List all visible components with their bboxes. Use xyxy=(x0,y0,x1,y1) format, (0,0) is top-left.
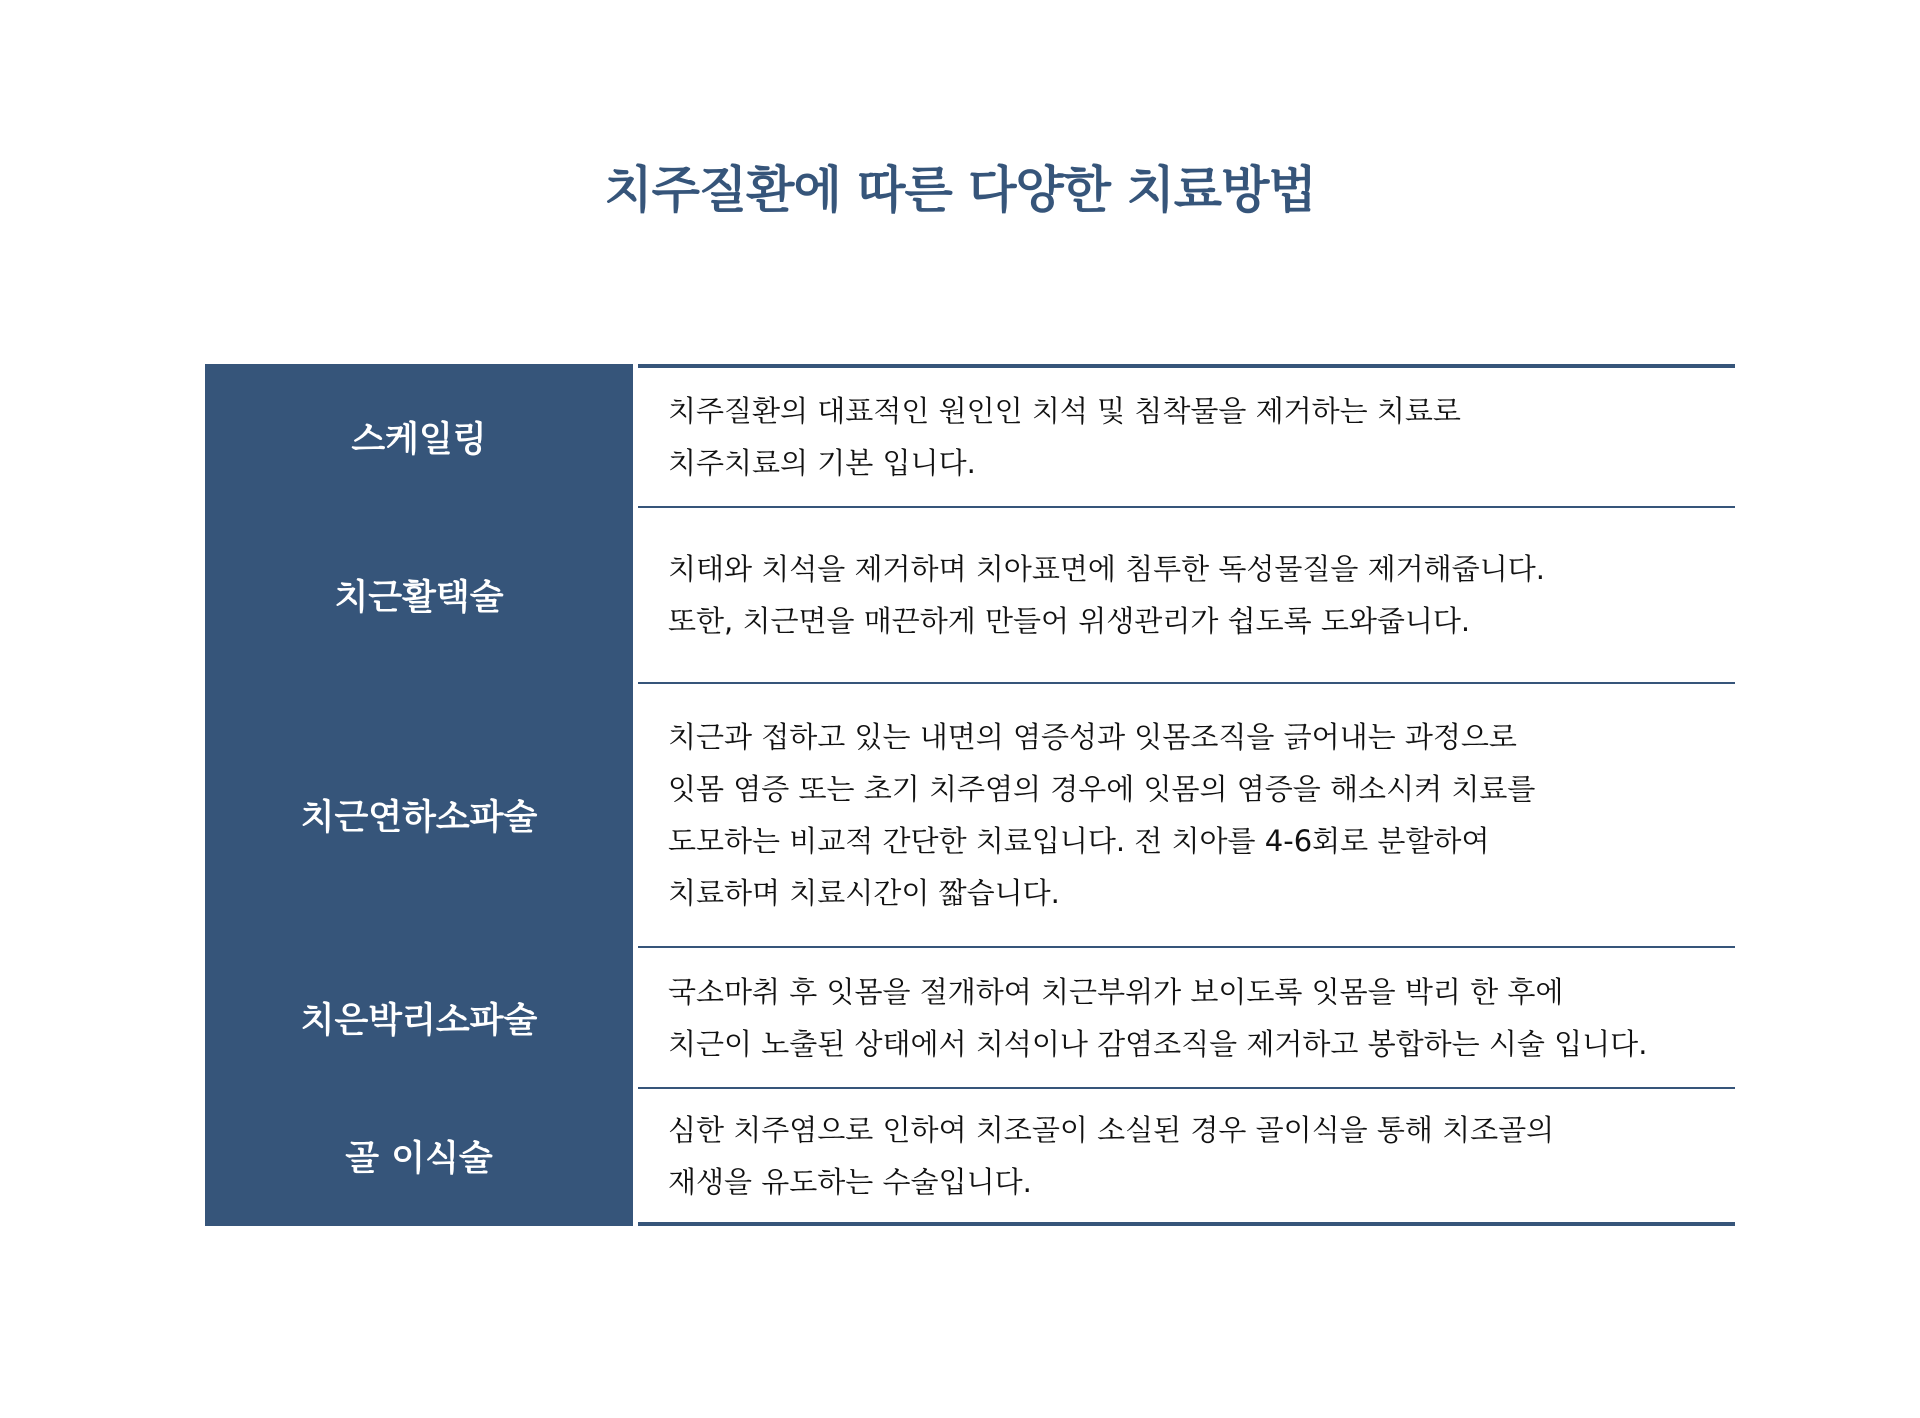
treatment-name: 골 이식술 xyxy=(205,1088,636,1224)
treatment-name: 치은박리소파술 xyxy=(205,947,636,1088)
description-line: 치주치료의 기본 입니다. xyxy=(668,446,976,480)
description-line: 치근과 접하고 있는 내면의 염증성과 잇몸조직을 긁어내는 과정으로 xyxy=(668,720,1517,754)
description-line: 잇몸 염증 또는 초기 치주염의 경우에 잇몸의 염증을 해소시켜 치료를 xyxy=(668,772,1536,806)
description-line: 심한 치주염으로 인하여 치조골이 소실된 경우 골이식을 통해 치조골의 xyxy=(668,1112,1555,1147)
treatment-description xyxy=(636,683,1736,947)
treatment-name: 치근활택술 xyxy=(205,507,636,683)
treatment-table xyxy=(205,364,1735,1226)
table-row xyxy=(205,947,1735,1088)
description-line: 또한, 치근면을 매끈하게 만들어 위생관리가 쉽도록 도와줍니다. xyxy=(668,604,1471,638)
treatment-description xyxy=(636,947,1736,1088)
description-line: 도모하는 비교적 간단한 치료입니다. 전 치아를 4-6회로 분할하여 xyxy=(668,824,1490,858)
table-row xyxy=(205,683,1735,947)
treatment-description xyxy=(636,507,1736,683)
description-line: 치료하며 치료시간이 짧습니다. xyxy=(668,876,1060,910)
table-row xyxy=(205,366,1735,507)
table-row xyxy=(205,507,1735,683)
description-line: 치태와 치석을 제거하며 치아표면에 침투한 독성물질을 제거해줍니다. xyxy=(668,552,1545,586)
treatment-description xyxy=(636,366,1736,507)
description-line: 국소마취 후 잇몸을 절개하여 치근부위가 보이도록 잇몸을 박리 한 후에 xyxy=(668,974,1564,1009)
treatment-name: 스케일링 xyxy=(205,366,636,507)
description-line: 치근이 노출된 상태에서 치석이나 감염조직을 제거하고 봉합하는 시술 입니다. xyxy=(668,1026,1648,1061)
description-line: 치주질환의 대표적인 원인인 치석 및 침착물을 제거하는 치료로 xyxy=(668,394,1461,428)
description-line: 재생을 유도하는 수술입니다. xyxy=(668,1164,1032,1199)
page-title: 치주질환에 따른 다양한 치료방법 xyxy=(604,161,1316,219)
treatment-description xyxy=(636,1088,1736,1224)
table-row xyxy=(205,1088,1735,1224)
treatment-name: 치근연하소파술 xyxy=(205,683,636,947)
